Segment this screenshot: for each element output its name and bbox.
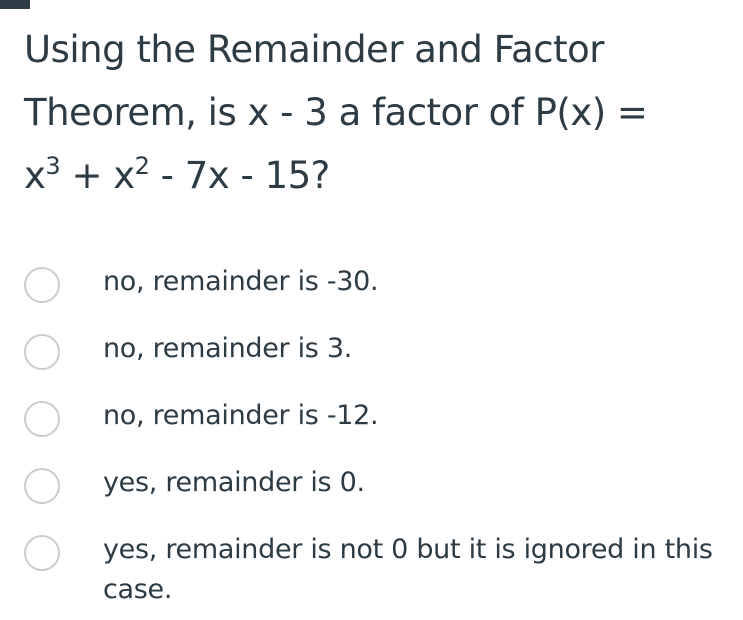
answer-label-3: no, remainder is -12. — [103, 400, 379, 431]
exponent-2: 2 — [134, 152, 150, 180]
question-line-3 — [24, 154, 330, 197]
corner-mark — [0, 0, 30, 9]
term-rest: - 7x - 15? — [149, 154, 330, 197]
answer-label-4: yes, remainder is 0. — [103, 467, 365, 498]
answer-option-2[interactable] — [24, 329, 734, 396]
answer-list — [24, 262, 734, 620]
radio-button-4[interactable] — [24, 468, 60, 504]
answer-option-1[interactable] — [24, 262, 734, 329]
answer-label-5: yes, remainder is not 0 but it is ignored in this case. — [103, 534, 713, 605]
answer-label-2: no, remainder is 3. — [103, 333, 353, 364]
answer-option-3[interactable] — [24, 396, 734, 463]
exponent-3: 3 — [45, 152, 61, 180]
question-line-1: Using the Remainder and Factor — [24, 28, 604, 71]
answer-label-1: no, remainder is -30. — [103, 266, 379, 297]
radio-button-3[interactable] — [24, 401, 60, 437]
answer-option-4[interactable] — [24, 463, 734, 530]
radio-button-5[interactable] — [24, 535, 60, 571]
radio-button-2[interactable] — [24, 334, 60, 370]
radio-button-1[interactable] — [24, 267, 60, 303]
term-plus-x: + x — [60, 154, 135, 197]
answer-option-5[interactable] — [24, 530, 734, 620]
question-text — [24, 18, 724, 207]
question-line-2: Theorem, is x - 3 a factor of P(x) = — [24, 91, 648, 134]
term-x: x — [24, 154, 46, 197]
